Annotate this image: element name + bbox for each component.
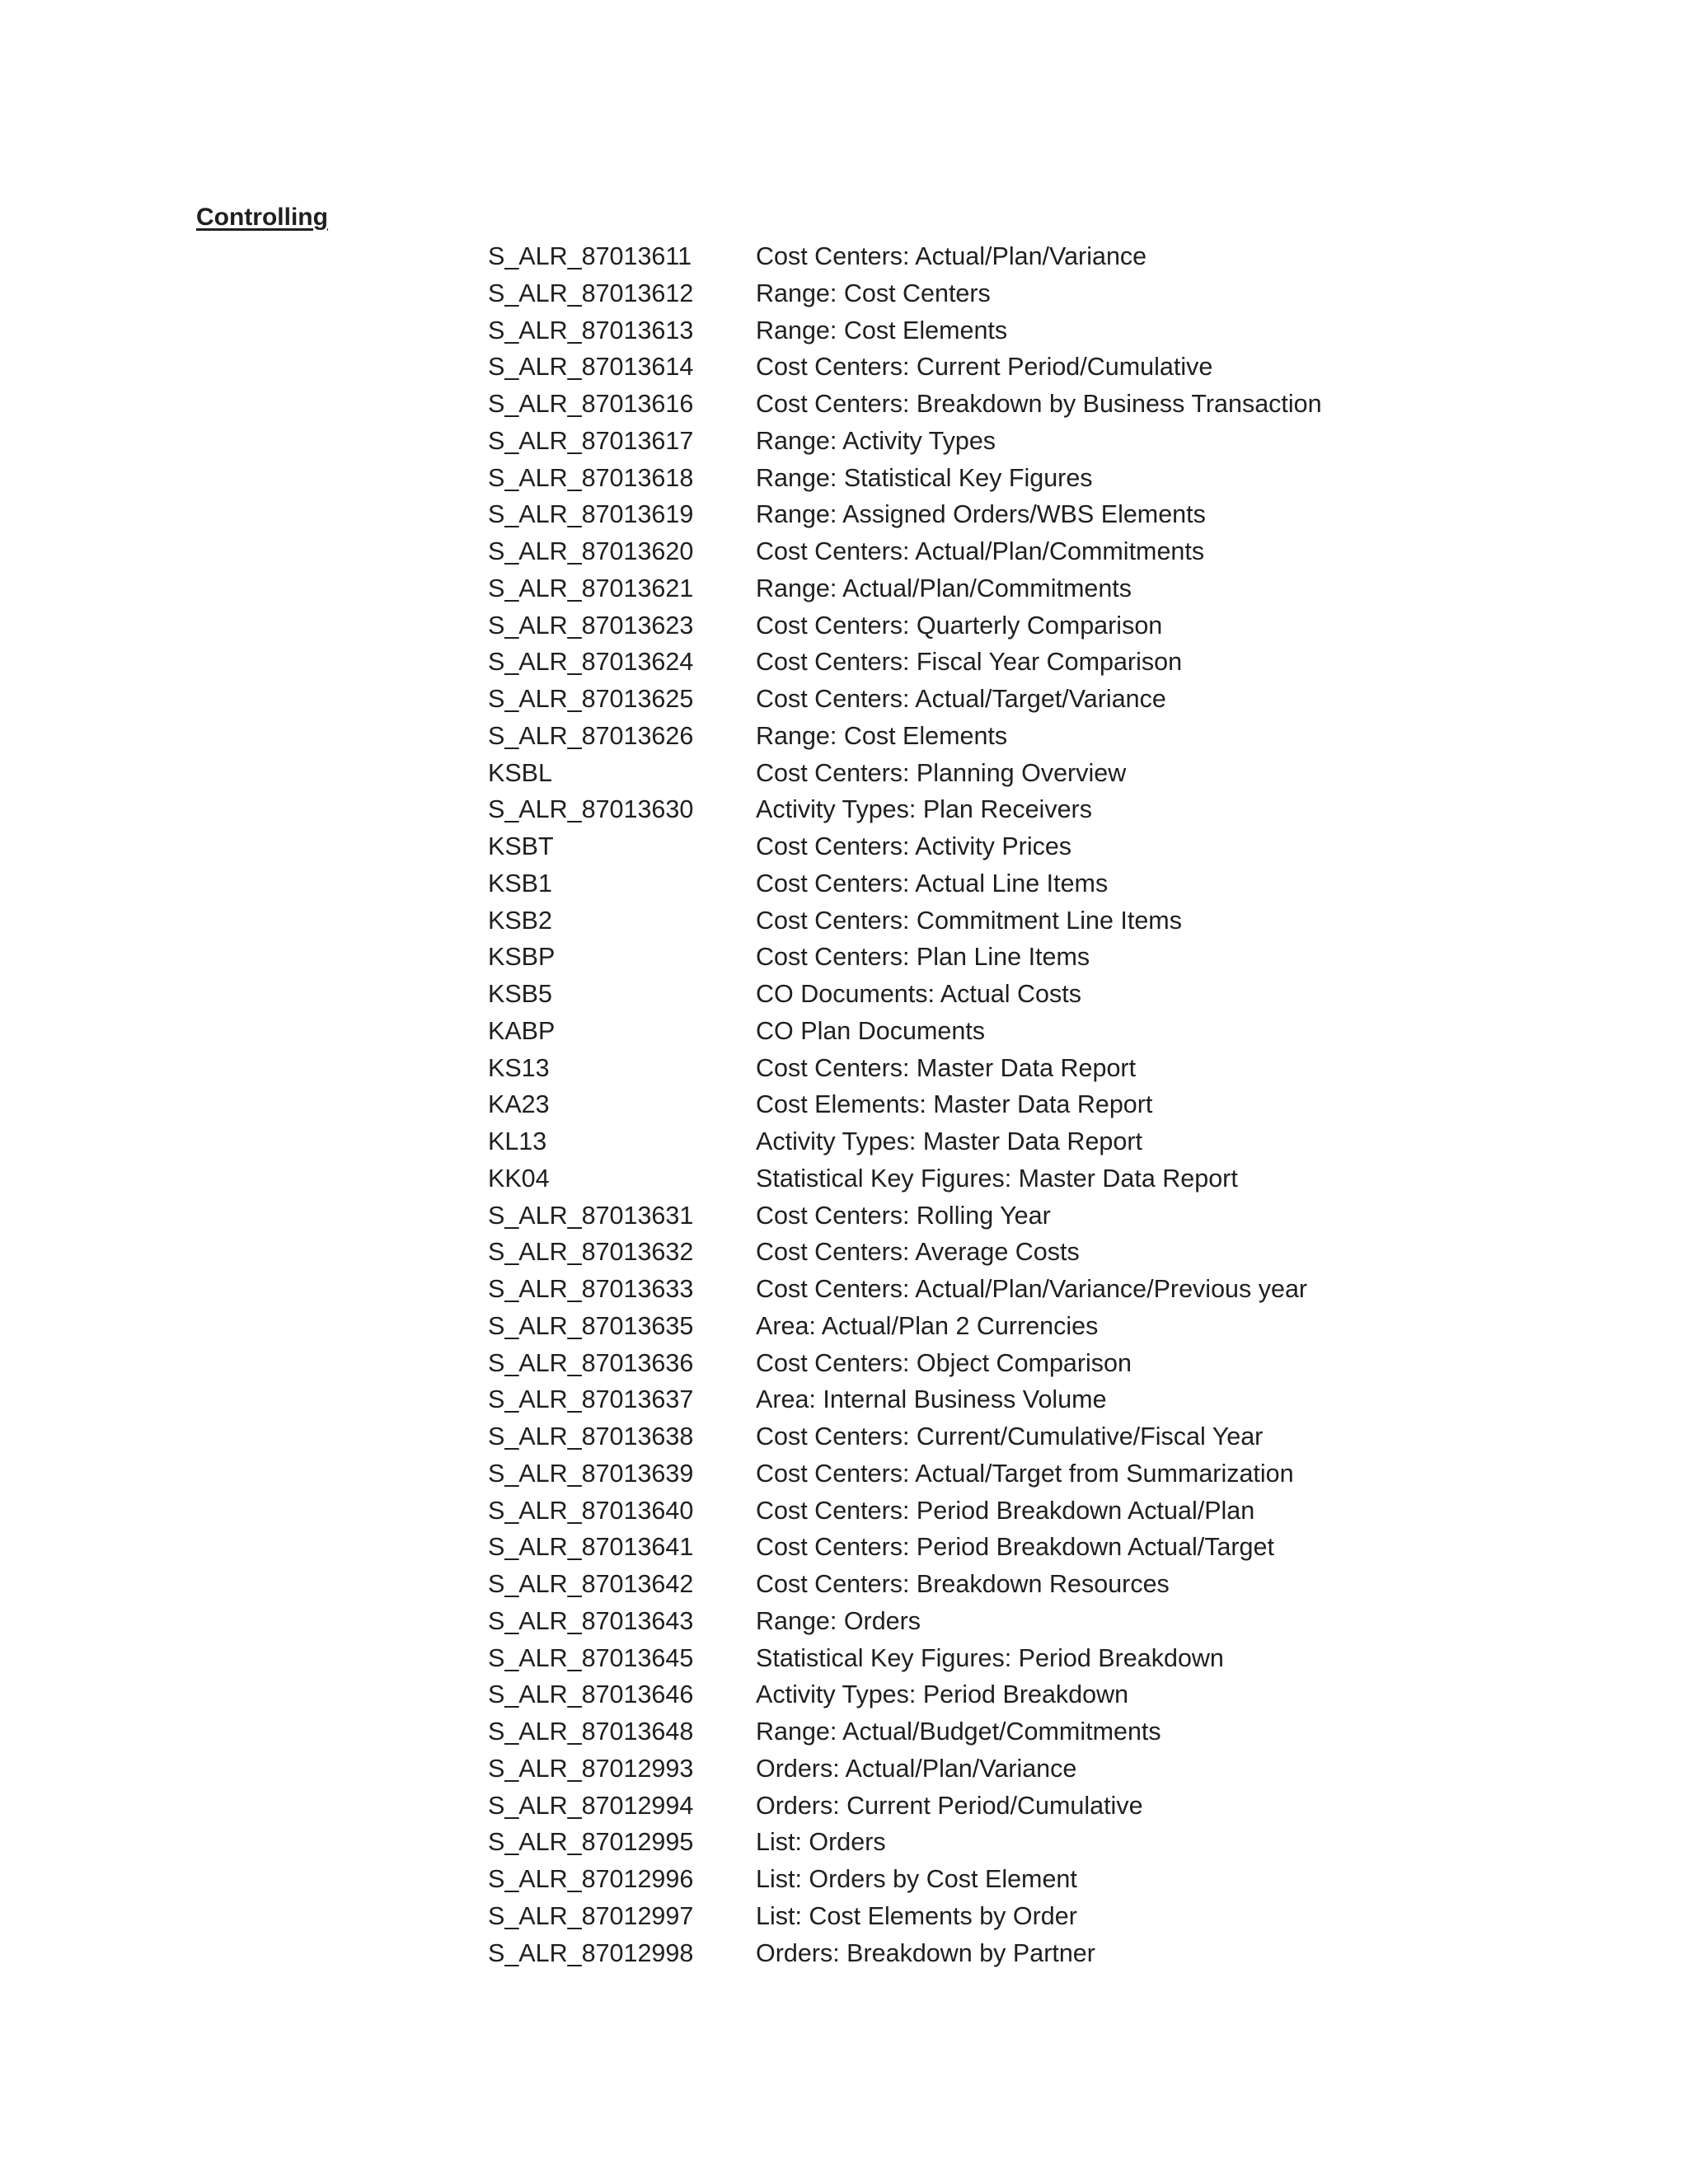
transaction-description: Activity Types: Plan Receivers (756, 795, 1092, 824)
list-item (488, 755, 1322, 792)
transaction-description: Cost Centers: Breakdown Resources (756, 1570, 1170, 1598)
transaction-code: KSBL (488, 758, 552, 787)
list-item (488, 976, 1322, 1013)
list-item (488, 865, 1322, 902)
transaction-description: Range: Cost Centers (756, 279, 991, 307)
transaction-code: S_ALR_87012995 (488, 1828, 694, 1857)
section-heading: Controlling (196, 204, 328, 231)
list-item (488, 1603, 1322, 1640)
transaction-code: S_ALR_87013635 (488, 1311, 694, 1340)
transaction-code: S_ALR_87013625 (488, 685, 694, 713)
transaction-description: Cost Centers: Actual/Plan/Commitments (756, 537, 1205, 565)
transaction-code: S_ALR_87013646 (488, 1680, 694, 1709)
transaction-description: Cost Centers: Actual/Plan/Variance (756, 242, 1147, 270)
list-item (488, 1160, 1322, 1197)
transaction-description: CO Documents: Actual Costs (756, 980, 1081, 1008)
transaction-list (488, 238, 1322, 1971)
transaction-description: List: Orders (756, 1828, 886, 1857)
list-item (488, 1898, 1322, 1935)
transaction-description: Activity Types: Master Data Report (756, 1127, 1142, 1155)
transaction-description: Orders: Current Period/Cumulative (756, 1791, 1143, 1820)
transaction-code: S_ALR_87013648 (488, 1718, 694, 1746)
transaction-code: S_ALR_87013630 (488, 795, 694, 824)
transaction-code: S_ALR_87013617 (488, 426, 694, 455)
transaction-description: List: Cost Elements by Order (756, 1901, 1077, 1930)
transaction-description: Statistical Key Figures: Master Data Report (756, 1164, 1238, 1193)
list-item (488, 1123, 1322, 1160)
transaction-code: S_ALR_87013623 (488, 611, 694, 640)
list-item (488, 902, 1322, 940)
transaction-description: Cost Centers: Current Period/Cumulative (756, 353, 1213, 382)
transaction-code: S_ALR_87013631 (488, 1201, 694, 1230)
transaction-description: Statistical Key Figures: Period Breakdown (756, 1643, 1224, 1672)
transaction-description: Cost Centers: Quarterly Comparison (756, 611, 1163, 640)
transaction-description: Cost Centers: Breakdown by Business Transaction (756, 390, 1322, 418)
transaction-description: Range: Cost Elements (756, 316, 1008, 344)
list-item (488, 238, 1322, 275)
transaction-code: KK04 (488, 1164, 550, 1193)
list-item (488, 312, 1322, 349)
transaction-description: Cost Centers: Period Breakdown Actual/Plan (756, 1496, 1255, 1525)
list-item (488, 1271, 1322, 1308)
list-item (488, 1493, 1322, 1530)
transaction-description: CO Plan Documents (756, 1016, 985, 1045)
transaction-code: S_ALR_87012997 (488, 1901, 694, 1930)
transaction-description: Cost Centers: Rolling Year (756, 1201, 1051, 1230)
transaction-description: Cost Centers: Fiscal Year Comparison (756, 648, 1183, 677)
transaction-description: Cost Centers: Current/Cumulative/Fiscal Year (756, 1422, 1264, 1451)
transaction-code: S_ALR_87013637 (488, 1385, 694, 1414)
list-item (488, 1455, 1322, 1493)
list-item (488, 1750, 1322, 1788)
transaction-code: S_ALR_87012996 (488, 1865, 694, 1893)
transaction-description: Cost Centers: Actual/Target/Variance (756, 685, 1166, 713)
list-item (488, 644, 1322, 681)
transaction-description: Cost Centers: Planning Overview (756, 758, 1127, 787)
transaction-code: S_ALR_87013626 (488, 721, 694, 750)
transaction-code: S_ALR_87013636 (488, 1348, 694, 1377)
list-item (488, 1788, 1322, 1825)
transaction-description: Activity Types: Period Breakdown (756, 1680, 1129, 1709)
list-item (488, 718, 1322, 755)
list-item (488, 939, 1322, 976)
transaction-description: Range: Orders (756, 1606, 921, 1635)
transaction-description: Cost Centers: Period Breakdown Actual/Target (756, 1533, 1274, 1562)
list-item (488, 607, 1322, 644)
list-item (488, 1197, 1322, 1235)
list-item (488, 1086, 1322, 1123)
transaction-code: KSBT (488, 832, 554, 860)
transaction-code: KS13 (488, 1053, 550, 1082)
list-item (488, 570, 1322, 607)
list-item (488, 828, 1322, 865)
transaction-code: S_ALR_87013624 (488, 648, 694, 677)
transaction-code: S_ALR_87013641 (488, 1533, 694, 1562)
transaction-description: Cost Centers: Activity Prices (756, 832, 1072, 860)
transaction-description: Cost Centers: Actual/Plan/Variance/Previous year (756, 1275, 1308, 1303)
list-item (488, 275, 1322, 312)
list-item (488, 423, 1322, 460)
list-item (488, 1308, 1322, 1345)
transaction-code: KSB5 (488, 980, 552, 1008)
transaction-code: KSBP (488, 943, 556, 972)
list-item (488, 1050, 1322, 1087)
list-item (488, 1640, 1322, 1677)
list-item (488, 1013, 1322, 1050)
list-item (488, 460, 1322, 497)
transaction-description: Range: Cost Elements (756, 721, 1008, 750)
list-item (488, 1234, 1322, 1271)
list-item (488, 1713, 1322, 1750)
transaction-code: S_ALR_87012998 (488, 1938, 694, 1967)
transaction-code: S_ALR_87013642 (488, 1570, 694, 1598)
list-item (488, 791, 1322, 828)
transaction-description: Cost Centers: Actual Line Items (756, 869, 1109, 898)
transaction-description: Orders: Actual/Plan/Variance (756, 1754, 1077, 1783)
list-item (488, 1676, 1322, 1713)
transaction-description: Cost Elements: Master Data Report (756, 1090, 1153, 1119)
transaction-description: Cost Centers: Plan Line Items (756, 943, 1090, 972)
transaction-description: Range: Actual/Plan/Commitments (756, 574, 1132, 602)
list-item (488, 1418, 1322, 1455)
transaction-code: S_ALR_87013612 (488, 279, 694, 307)
transaction-code: S_ALR_87012993 (488, 1754, 694, 1783)
transaction-description: Range: Activity Types (756, 426, 996, 455)
transaction-description: Range: Statistical Key Figures (756, 463, 1093, 492)
transaction-code: S_ALR_87013613 (488, 316, 694, 344)
transaction-code: S_ALR_87013643 (488, 1606, 694, 1635)
transaction-code: S_ALR_87013638 (488, 1422, 694, 1451)
transaction-description: Cost Centers: Master Data Report (756, 1053, 1137, 1082)
transaction-code: S_ALR_87013616 (488, 390, 694, 418)
transaction-code: S_ALR_87012994 (488, 1791, 694, 1820)
transaction-description: Area: Internal Business Volume (756, 1385, 1107, 1414)
transaction-code: S_ALR_87013639 (488, 1459, 694, 1488)
transaction-code: S_ALR_87013614 (488, 353, 694, 382)
transaction-description: Cost Centers: Actual/Target from Summarization (756, 1459, 1294, 1488)
transaction-description: Cost Centers: Commitment Line Items (756, 906, 1182, 935)
transaction-description: List: Orders by Cost Element (756, 1865, 1077, 1893)
transaction-code: S_ALR_87013633 (488, 1275, 694, 1303)
transaction-code: S_ALR_87013619 (488, 500, 694, 529)
transaction-description: Orders: Breakdown by Partner (756, 1938, 1095, 1967)
list-item (488, 386, 1322, 423)
transaction-code: KSB1 (488, 869, 552, 898)
list-item (488, 681, 1322, 718)
transaction-code: S_ALR_87013611 (488, 242, 692, 270)
transaction-description: Area: Actual/Plan 2 Currencies (756, 1311, 1099, 1340)
list-item (488, 1824, 1322, 1861)
transaction-description: Range: Assigned Orders/WBS Elements (756, 500, 1206, 529)
transaction-code: KL13 (488, 1127, 547, 1155)
list-item (488, 1345, 1322, 1382)
list-item (488, 1861, 1322, 1898)
list-item (488, 496, 1322, 533)
transaction-code: KSB2 (488, 906, 552, 935)
transaction-code: KABP (488, 1016, 556, 1045)
transaction-description: Cost Centers: Average Costs (756, 1238, 1080, 1267)
list-item (488, 1566, 1322, 1603)
transaction-code: S_ALR_87013618 (488, 463, 694, 492)
list-item (488, 349, 1322, 386)
list-item (488, 1935, 1322, 1972)
transaction-description: Range: Actual/Budget/Commitments (756, 1718, 1161, 1746)
list-item (488, 1381, 1322, 1418)
transaction-description: Cost Centers: Object Comparison (756, 1348, 1132, 1377)
transaction-code: S_ALR_87013621 (488, 574, 694, 602)
transaction-code: S_ALR_87013632 (488, 1238, 694, 1267)
list-item (488, 533, 1322, 570)
transaction-code: S_ALR_87013620 (488, 537, 694, 565)
transaction-code: S_ALR_87013640 (488, 1496, 694, 1525)
transaction-code: KA23 (488, 1090, 550, 1119)
transaction-code: S_ALR_87013645 (488, 1643, 694, 1672)
list-item (488, 1529, 1322, 1566)
